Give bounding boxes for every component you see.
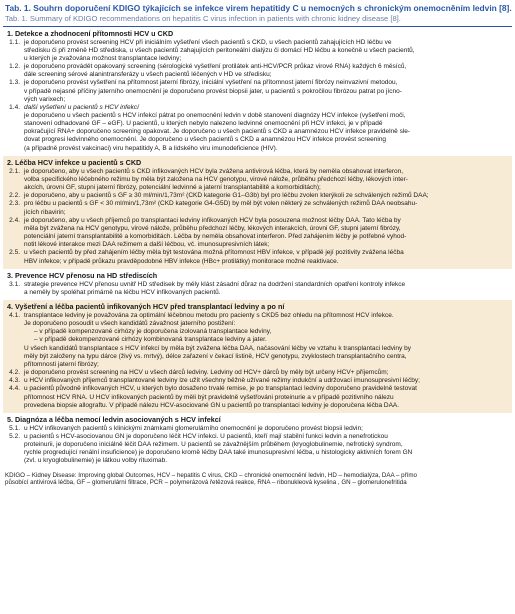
recommendation-text [24, 63, 508, 79]
section-title: 3. Prevence HCV přenosu na HD střediscích [7, 270, 158, 280]
text-line: je doporučeno, aby u všech pacientů s CKD infikovaných HCV byla zvážena antivirová léčba, která by neměla obsahovat interferon, [24, 167, 404, 175]
recommendation-text [24, 249, 508, 265]
text-line: u HCV infikovaných pacientů s klinickými známkami glomerulárního onemocnění je doporučeno provést biopsii ledvin; [24, 424, 363, 432]
recommendation-text [24, 104, 508, 112]
recommendation-text [24, 200, 508, 216]
recommendation-number: 3.1. [9, 280, 20, 288]
recommendation-number: 4.2. [9, 369, 20, 377]
section-1 [3, 27, 512, 156]
recommendation-text [24, 79, 508, 103]
recommendation-item [7, 200, 508, 216]
text-line: pro léčbu u pacientů s GF < 30 ml/min/1,73m² (CKD kategorie G4-G5D) by měl být volen některý ze schválených režimů DAA neobsahu- [24, 200, 418, 208]
recommendation-text [24, 217, 508, 250]
recommendation-item [7, 385, 508, 409]
text-line: akcích, úrovni GF, stupni jaterní fibrózy, potenciální ledvinné a jaterní transplantabilitě a komorbiditách); [24, 184, 321, 192]
text-line: – v případě dekompenzované cirhózy kombinovaná transplantace ledviny a jater. [34, 336, 267, 344]
recommendation-item [7, 39, 508, 63]
section-4 [3, 300, 512, 413]
recommendation-item [7, 281, 508, 297]
recommendation-number: 2.5. [9, 249, 20, 257]
recommendation-item [7, 369, 508, 377]
recommendation-text [24, 345, 508, 369]
section-title: 1. Detekce a zhodnocení přítomnosti HCV u CKD [7, 28, 174, 38]
text-line: transplantace ledviny je považována za optimální léčebnou metodu pro pacienty s CKD5 bez ohledu na přítomnost HCV infekce. [24, 311, 394, 319]
text-line: (a případně provést vakcinaci) viru hepatitidy A, B a lidského viru imunodeficience (HIV). [24, 144, 278, 152]
footnote-line: působící antivirová léčba, GF – glomerulární filtrace, PCR – polymerázová řetězová reakce, RNA – ribonukleová kyselina , GN – glomerulonefritida [5, 479, 407, 487]
text-line: je doporučeno provést vyšetření na přítomnost jaterní fibrózy, iniciální vyšetření na přítomnost jaterní fibrózy neinvazivní metodou, [24, 79, 398, 87]
recommendation-text [24, 281, 508, 297]
text-line: je doporučeno provádět opakovaný screening (sérologické vyšetření protilátek anti-HCV/PCR průkaz virové RNA) každých 6 měsíců, [24, 63, 407, 71]
recommendation-text [24, 312, 508, 328]
recommendation-number: 5.1. [9, 424, 20, 432]
section-2 [3, 156, 512, 269]
text-line: je doporučeno provést screening na HCV u všech dárců ledviny. Ledviny od HCV+ dárců by měly být určeny HCV+ příjemcům; [24, 369, 389, 377]
text-line: U všech kandidátů transplantace s HCV infekcí by měla být zvážena léčba DAA, načasování léčby ve vztahu k transplantaci ledviny by [24, 344, 411, 352]
recommendation-number: 5.2. [9, 433, 20, 440]
recommendation-text [24, 39, 508, 63]
section-3 [3, 269, 512, 300]
recommendation-text [24, 425, 508, 433]
recommendation-number: 4.1. [9, 311, 20, 319]
text-line: u pacientů původně infikovaných HCV, u kterých bylo dosaženo trvalé remise, je po transplantaci ledviny doporučeno pravidelně testovat [24, 385, 417, 393]
section-title: 5. Diagnóza a léčba nemocí ledvin asociovaných s HCV infekcí [7, 414, 221, 424]
recommendation-item [7, 112, 508, 153]
recommendation-text [24, 369, 508, 377]
recommendation-number: 2.3. [9, 200, 20, 208]
table-title-english: Tab. 1. Summary of KDIGO recommendations on hepatitis C virus infection in patients with chronic kidney disease [8]. [5, 13, 401, 23]
recommendation-item [7, 104, 508, 112]
table-footnote [5, 472, 510, 488]
recommendation-number: 1.4. [9, 103, 20, 111]
text-line: přítomnosti jaterní fibrózy; [24, 360, 99, 368]
text-line: stanovení odhadované GF – eGF). U pacientů, u kterých nebylo nalezeno ledvinné onemocnění při HCV infekci, je v případě [24, 120, 383, 128]
text-line: dovat progresi ledvinného onemocnění. Je doporučeno u všech pacientů s CKD a anamnézou HCV infekce provést screening [24, 136, 387, 144]
recommendation-number [7, 112, 24, 153]
text-line: Je doporučeno posoudit u všech kandidátů závažnost jaterního postižení: [24, 320, 236, 328]
recommendation-item [7, 63, 508, 79]
recommendation-item [7, 345, 508, 369]
recommendation-item [7, 328, 508, 344]
text-line: proteinurii, je doporučeno iniciálně léčit DAA režimem. U pacientů se závažnějším průběhem (kryoglobulinemie, nefrotický syndrom, [24, 441, 403, 449]
recommendation-text [24, 385, 508, 409]
text-line: HBV infekce; v případě průkazu pravděpodobné HBV infekce (HBc+ protilátky) monitorace možné reaktivace. [24, 257, 339, 265]
text-line: u HCV infikovaných příjemců transplantované ledviny lze užít všechny běžně užívané režimy indukční a udržovací imunosupresivní léčby; [24, 377, 420, 385]
recommendation-number: 1.2. [9, 63, 20, 71]
table-title-czech: Tab. 1. Souhrn doporučení KDIGO týkajících se infekce virem hepatitidy C u nemocných s chronickým onemocněním ledvin [8]. [5, 3, 512, 13]
recommendations-table [3, 26, 512, 469]
recommendation-item [7, 168, 508, 192]
recommendation-number: 2.2. [9, 192, 20, 200]
section-title: 2. Léčba HCV infekce u pacientů s CKD [7, 157, 142, 167]
section-title: 4. Vyšetření a léčba pacientů infikovaných HCV před transplantací ledviny a po ní [7, 301, 285, 311]
recommendation-number: 1.3. [9, 79, 20, 87]
text-line: pokračující RNA+ doporučeno screening opakovat. Je doporučeno u všech pacientů s CKD a anamnézou HCV infekce pravidelně sle- [24, 128, 411, 136]
text-line: jících ribavirin; [24, 208, 66, 216]
text-line: je doporučeno, aby u pacientů s GF ≥ 30 ml/min/1,73m² (CKD kategorie G1–G3b) byl pro léčbu zvolen kterýkoli ze schválených režimů DAA; [24, 192, 429, 200]
text-line: volba specifického léčebného režimu by měla být založena na HCV genotypu, virové nálože, průběhu předchozí léčby, lékových inter- [24, 175, 408, 183]
text-line: v případě nejasné příčiny jaterního onemocnění je doporučeno provést biopsii jater, u pacientů s pokročilou fibrózou patrat po jícno- [24, 87, 402, 95]
recommendation-item [7, 425, 508, 433]
recommendation-item [7, 217, 508, 250]
text-line: vých varixech; [24, 95, 66, 103]
recommendation-number [7, 345, 24, 369]
recommendation-text [24, 433, 508, 466]
text-line: měla být zvážena na HCV genotypu, virové nálože, průběhu předchozí léčby, lékových interakcích, úrovni GF, stupni jaterní fibrózy, [24, 224, 401, 232]
recommendation-item [7, 79, 508, 103]
recommendation-number [7, 328, 24, 344]
text-line: notit lékové interakce mezi DAA režimem a další léčbou, vč. imunosupresivních látek; [24, 241, 270, 249]
text-line: je doporučeno u všech pacientů s HCV infekcí pátrat po onemocnění ledvin v době stanovení diagnózy HCV infekce (vyšetření moči, [24, 112, 406, 119]
recommendation-number: 4.3. [9, 377, 20, 385]
text-line: měly být založeny na typu dárce (živý vs. mrtvý), délce zařazení v čekací listině, HCV genotypu, zvyklostech transplantačního centra, [24, 352, 407, 360]
text-line: strategie prevence HCV přenosu uvnitř HD středisek by měly klást zásadní důraz na dodržení standardních opatření kontroly infekce [24, 280, 406, 288]
text-line: u všech pacientů by před zahájením léčby měla být testována možná přítomnost HBV infekce, v případě její pozitivity zvážena léčba [24, 249, 404, 257]
recommendation-number: 2.1. [9, 167, 20, 175]
recommendation-number: 2.4. [9, 216, 20, 224]
text-line: (zvl. u kryoglobulinemie) je látkou volby rituximab. [24, 457, 168, 465]
recommendation-number: 4.4. [9, 385, 20, 393]
text-line: dále screening sérové alanintransferázy u všech pacientů léčených v HD ve středisku; [24, 71, 272, 79]
recommendation-number: 1.1. [9, 38, 20, 46]
text-line: je doporučeno provést screening HCV při iniciálním vyšetření všech pacientů s CKD, u všech pacientů zahajujících HD léčbu ve [24, 38, 392, 46]
text-line: – v případě kompenzované cirhózy je doporučena izolovaná transplantace ledviny, [34, 328, 272, 336]
section-5 [3, 413, 512, 469]
footnote-line: KDIGO – Kidney Disease: Improving global Outcomes, HCV – hepatitis C virus, CKD – chronické onemocnění ledvin, HD – hemodialýza, DAA – přímo [5, 471, 417, 479]
recommendation-text [24, 168, 508, 192]
recommendation-text [24, 328, 508, 344]
text-line: přítomnost HCV RNA. U HCV infikovaných pacientů by měli být pravidelně vyšetřováni proteinurie a v případě pozitivního nálezu [24, 393, 394, 401]
text-line: středisku či při změně HD střediska, u všech pacientů zahajujících peritoneální dialýzu či domácí HD léčbu a konečně u všech pacientů, [24, 46, 415, 54]
text-line: je doporučeno, aby u všech příjemců po transplantaci ledviny infikovaných HCV byla posouzena možnost léčby DAA. Tato léčba by [24, 216, 401, 224]
recommendation-item [7, 312, 508, 328]
text-line: rychle progredující renální insuficience) je doporučeno kromě léčby DAA také imunosupresivní léčba, u histologicky aktivních forem GN [24, 449, 413, 457]
text-line: další vyšetření u pacientů s HCV infekcí [24, 103, 139, 111]
text-line: provedena biopsie allograftu. V případě nálezu HCV-asociované GN u pacientů po transplantaci ledviny je doporučena léčba DAA. [24, 401, 400, 409]
text-line: a neměly by spoléhat primárně na léčbu HCV infikovaných pacientů. [24, 288, 221, 296]
recommendation-text [24, 112, 508, 153]
recommendation-item [7, 249, 508, 265]
recommendation-item [7, 433, 508, 466]
text-line: potenciální jaterní transplantabilitě a komorbiditách. Léčba by neměla obsahovat interferon. Před zahájením léčby je potřebné vyhod- [24, 233, 407, 241]
text-line: u kterých je zvažována možnost transplantace ledviny; [24, 54, 182, 62]
text-line: u pacientů s HCV-asociovanou GN je doporučeno léčit HCV infekci. U pacientů, kteří mají stabilní funkci ledvin a nenefrotickou [24, 433, 388, 440]
